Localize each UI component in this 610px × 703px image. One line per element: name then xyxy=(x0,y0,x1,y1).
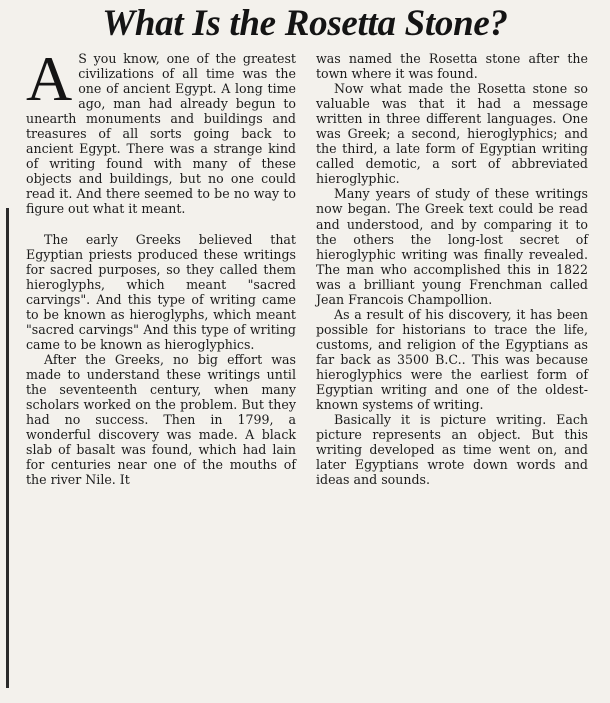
paragraph-languages: Now what made the Rosetta stone so valuable was that it had a message written in three different languages. One was Greek; a second, hieroglyphics; and the third, a late form of Egyptian writing called demotic, a sort of abbreviated hieroglyphic. xyxy=(316,81,588,187)
paragraph-study: Many years of study of these writings now began. The Greek text could be read and understood, and by comparing it to the others the long-lost secret of hieroglyphic writing was finally revealed. The man who accomplished this in 1822 was a brilliant young Frenchman called Jean Francois Champollion. xyxy=(316,186,588,307)
paragraph-greeks: The early Greeks believed that Egyptian priests produced these writings for sacred purposes, so they called them hieroglyphs, which meant "sacred carvings". And this type of writing came to be known as hieroglyphs, which meant "sacred carvings" And this type of writing came to be known as hieroglyphics. xyxy=(26,231,296,352)
column-rule xyxy=(6,208,9,688)
paragraph-picture-writing: Basically it is picture writing. Each picture represents an object. But this writing developed as time went on, and later Egyptians wrote down words and ideas and sounds. xyxy=(316,412,588,488)
article-column-right xyxy=(316,51,588,487)
paragraph-intro-text: S you know, one of the greatest civilizations of all time was the one of ancient Egypt. A long time ago, man had already begun to unearth monuments and buildings and treasures of all sorts going back to ancient Egypt. There was a strange kind of writing found with many of these objects and buildings, but no one could read it. And there seemed to be no way to figure out what it meant. xyxy=(26,51,296,217)
paragraph-discovery: After the Greeks, no big effort was made to understand these writings until the seventeenth century, when many scholars worked on the problem. But they had no success. Then in 1799, a wonderful discovery was made. A black slab of basalt was found, which had lain for centuries near one of the mouths of the river Nile. It xyxy=(26,351,296,488)
paragraph-named: was named the Rosetta stone after the town where it was found. xyxy=(316,51,588,82)
paragraph-intro xyxy=(26,43,296,217)
article-column-left xyxy=(26,43,296,488)
article-title: What Is the Rosetta Stone? xyxy=(102,3,508,44)
drop-cap: A xyxy=(26,43,73,114)
paragraph-result: As a result of his discovery, it has been possible for historians to trace the life, customs, and religion of the Egyptians as far back as 3500 B.C.. This was because hieroglyphics were the earliest form of Egyptian writing and one of the oldest-known systems of writing. xyxy=(316,306,588,413)
